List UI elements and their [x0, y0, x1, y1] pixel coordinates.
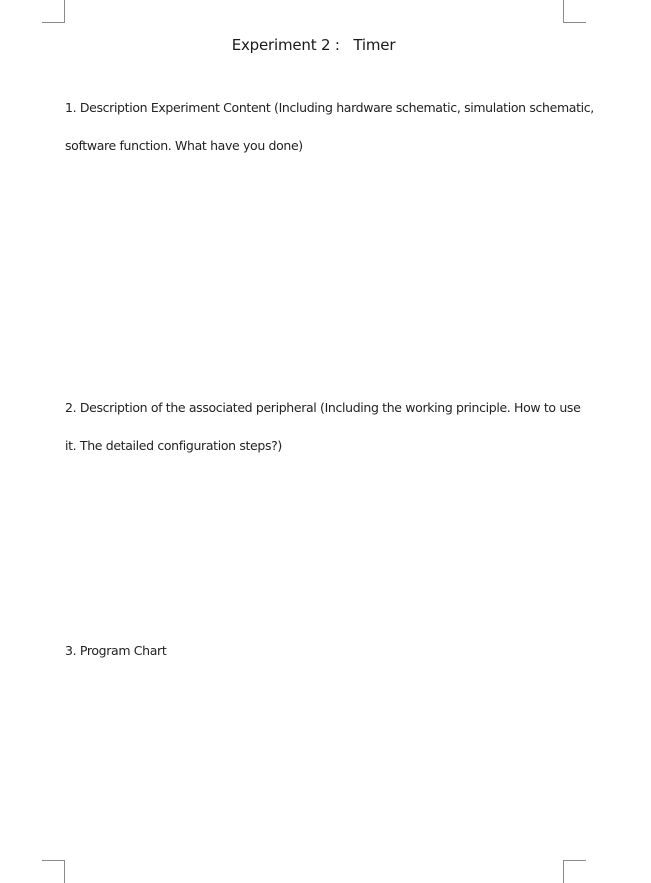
section-2-line-1: 2. Description of the associated peripheral (Including the working principle. How to use [65, 400, 581, 415]
document-title: Experiment 2 : Timer [231, 36, 396, 54]
section-associated-peripheral [65, 389, 585, 465]
section-experiment-content [65, 89, 594, 165]
section-2-line-2: it. The detailed configuration steps?) [65, 438, 282, 453]
crop-mark-bottom-left [42, 860, 65, 883]
section-program-chart [65, 632, 585, 670]
crop-mark-top-left [42, 0, 65, 23]
section-3-line-1: 3. Program Chart [65, 643, 167, 658]
crop-mark-top-right [563, 0, 586, 23]
section-1-line-2: software function. What have you done) [65, 138, 303, 153]
crop-mark-bottom-right [563, 860, 586, 883]
section-1-line-1: 1. Description Experiment Content (Including hardware schematic, simulation schematic, [65, 100, 594, 115]
